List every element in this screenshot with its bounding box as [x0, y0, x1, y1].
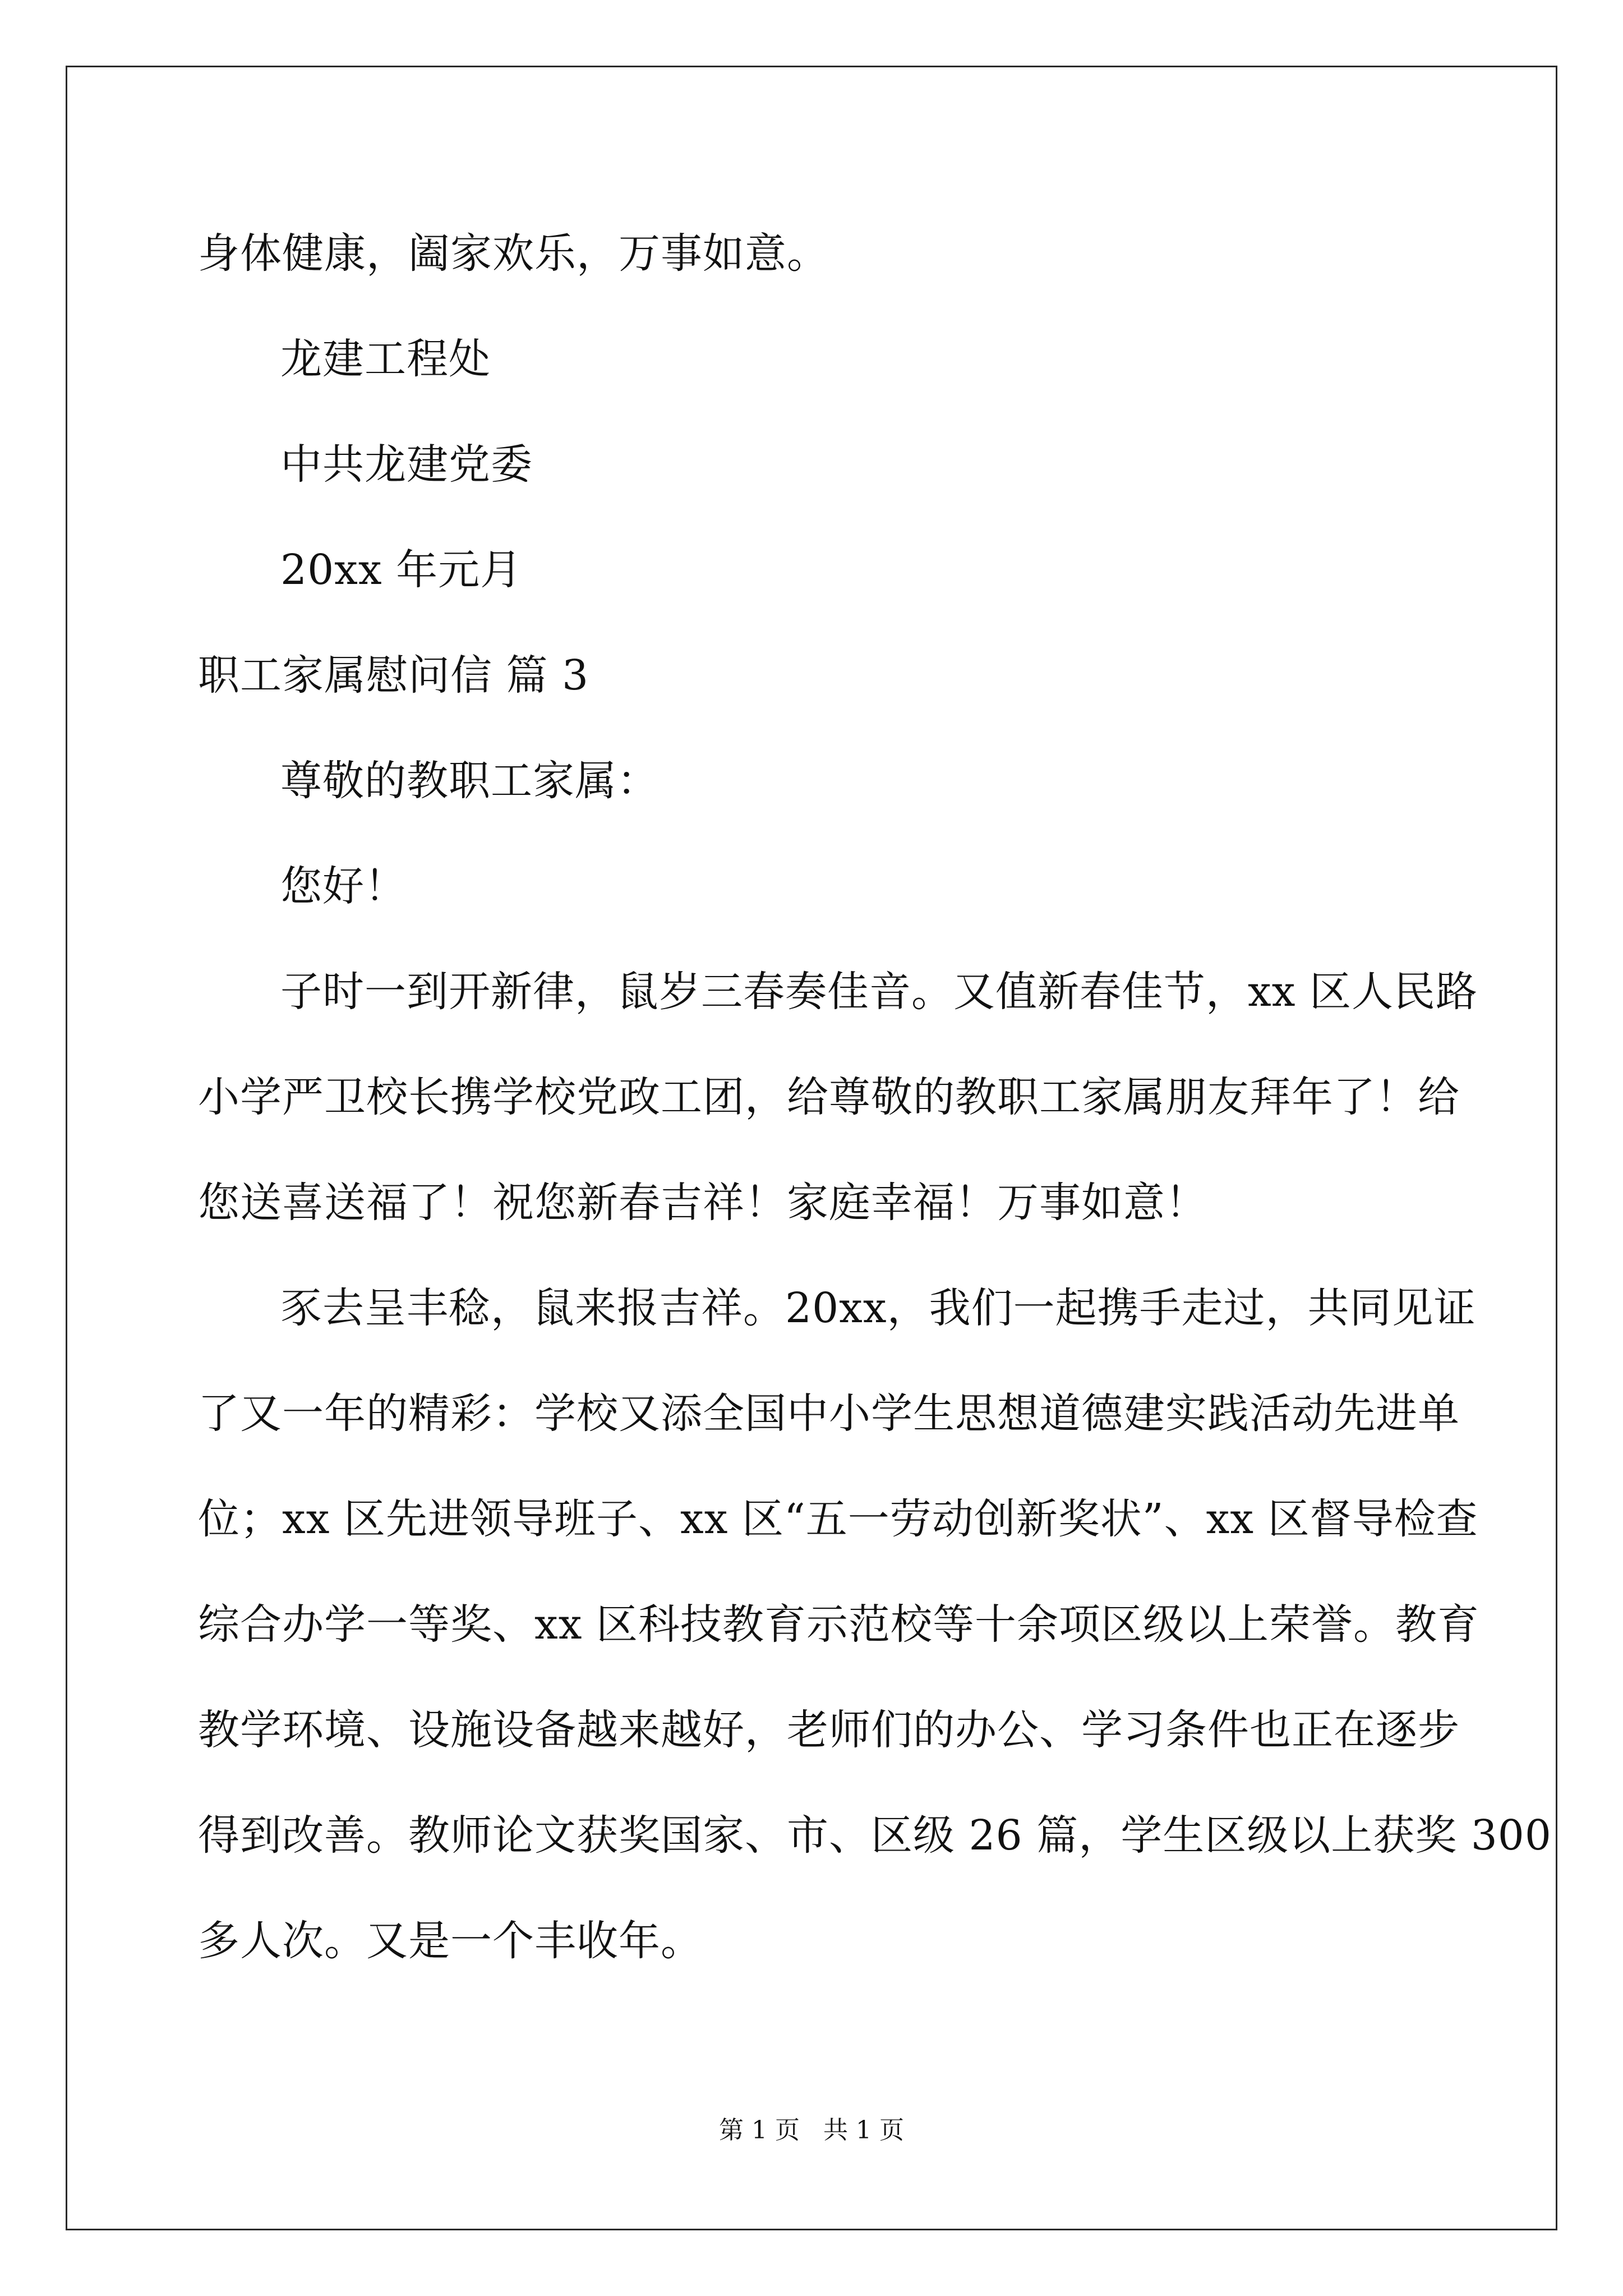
paragraph-line: 您送喜送福了！祝您新春吉祥！家庭幸福！万事如意！ [198, 1179, 1207, 1227]
closing-line: 身体健康，阖家欢乐，万事如意。 [198, 229, 829, 278]
paragraph-line: 多人次。又是一个丰收年。 [198, 1917, 703, 1965]
page-number: 第 1 页 共 1 页 [719, 2116, 904, 2145]
signature-date: 20xx 年元月 [280, 546, 523, 594]
paragraph-line: 综合办学一等奖、xx 区科技教育示范校等十余项区级以上荣誉。教育 [198, 1600, 1479, 1649]
paragraph-line: 小学严卫校长携学校党政工团，给尊敬的教职工家属朋友拜年了！给 [198, 1073, 1460, 1121]
paragraph-line: 位；xx 区先进领导班子、xx 区“五一劳动创新奖状”、xx 区督导检查 [198, 1495, 1478, 1543]
paragraph-line: 得到改善。教师论文获奖国家、市、区级 26 篇，学生区级以上获奖 300 [198, 1811, 1552, 1860]
page-border [66, 66, 1557, 2230]
signature-line: 中共龙建党委 [280, 440, 533, 489]
salutation: 尊敬的教职工家属： [280, 757, 659, 805]
paragraph-line: 教学环境、设施设备越来越好，老师们的办公、学习条件也正在逐步 [198, 1706, 1460, 1754]
section-title: 职工家属慰问信 篇 3 [198, 651, 589, 700]
signature-line: 龙建工程处 [280, 335, 491, 383]
greeting: 您好！ [280, 862, 407, 910]
paragraph-line: 了又一年的精彩：学校又添全国中小学生思想道德建实践活动先进单 [198, 1389, 1460, 1438]
paragraph-line: 子时一到开新律，鼠岁三春奏佳音。又值新春佳节，xx 区人民路 [280, 968, 1478, 1016]
paragraph-line: 豕去呈丰稔，鼠来报吉祥。20xx，我们一起携手走过，共同见证 [280, 1284, 1476, 1332]
